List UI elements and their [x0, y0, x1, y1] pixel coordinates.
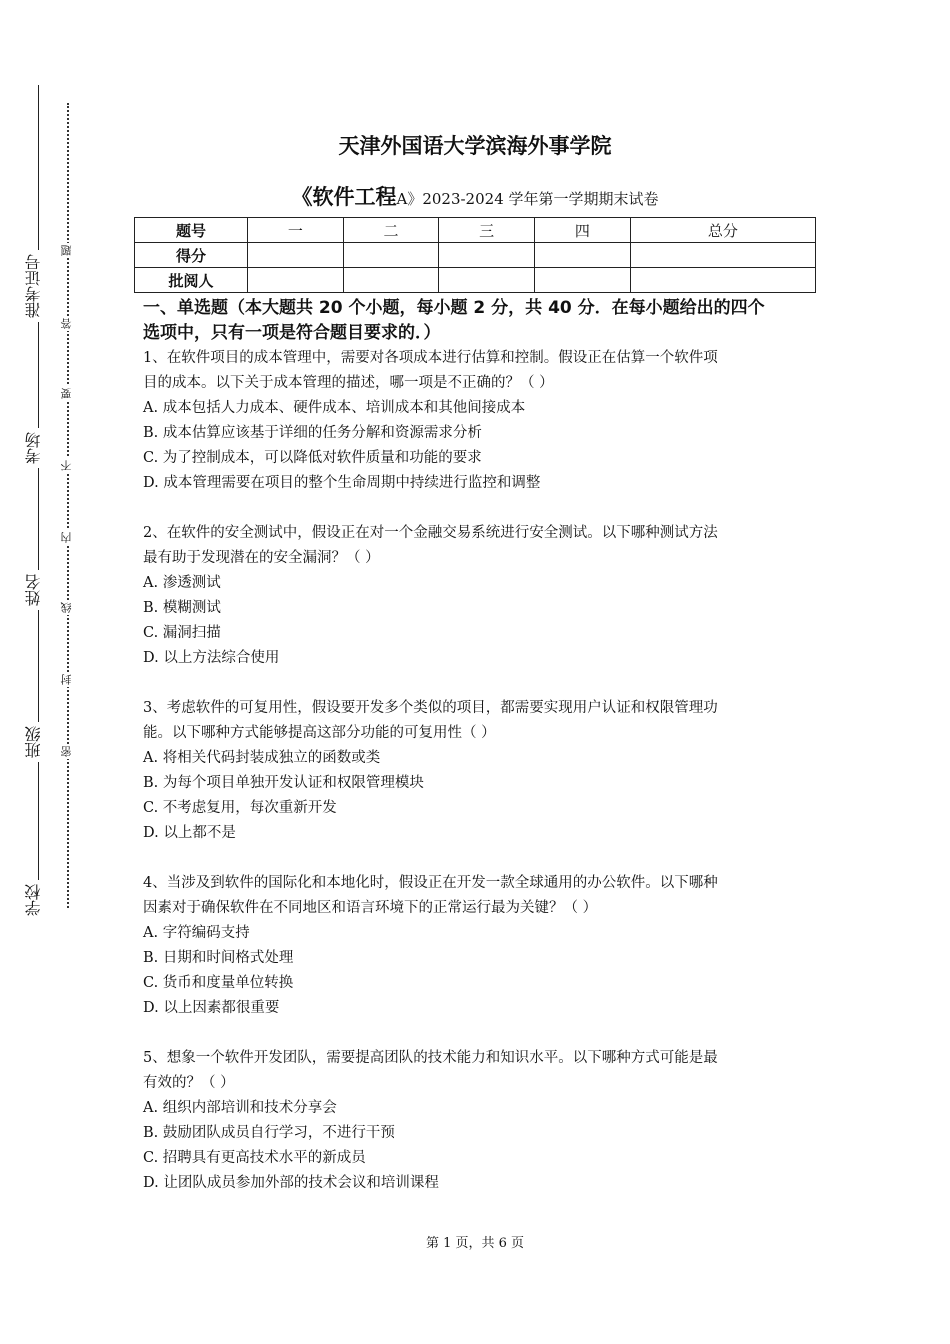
option-a: A. 渗透测试 — [143, 575, 221, 591]
table-cell: 总分 — [630, 218, 815, 243]
table-cell: 二 — [343, 218, 439, 243]
exam-content — [143, 296, 813, 1221]
option-c: C. 不考虑复用，每次重新开发 — [143, 800, 337, 816]
course-name: 《软件工程 — [291, 185, 397, 209]
score-cell[interactable] — [630, 243, 815, 268]
question-3 — [143, 696, 813, 846]
question-1 — [143, 346, 813, 496]
question-text: 2、在软件的安全测试中，假设正在对一个金融交易系统进行安全测试。以下哪种测试方法 — [143, 525, 718, 541]
question-4 — [143, 871, 813, 1021]
option-a: A. 字符编码支持 — [143, 925, 250, 941]
question-text: 有效的？（ ） — [143, 1075, 235, 1091]
page-footer: 第 1 页，共 6 页 — [425, 1236, 525, 1251]
option-c: C. 招聘具有更高技术水平的新成员 — [143, 1150, 366, 1166]
option-c: C. 为了控制成本，可以降低对软件质量和功能的要求 — [143, 450, 482, 466]
option-a: A. 成本包括人力成本、硬件成本、培训成本和其他间接成本 — [143, 400, 526, 416]
dotted-mark: 内 — [60, 532, 73, 543]
option-d: D. 以上都不是 — [143, 825, 236, 841]
option-b: B. 成本估算应该基于详细的任务分解和资源需求分析 — [143, 425, 482, 441]
reviewer-cell[interactable] — [343, 268, 439, 293]
score-cell[interactable] — [535, 243, 631, 268]
question-text: 目的成本。以下关于成本管理的描述，哪一项是不正确的？（ ） — [143, 375, 554, 391]
table-row — [135, 218, 816, 243]
table-cell: 批阅人 — [135, 268, 248, 293]
label-school: 学校 — [22, 880, 46, 920]
option-b: B. 鼓励团队成员自行学习，不进行干预 — [143, 1125, 395, 1141]
question-text: 因素对于确保软件在不同地区和语言环境下的正常运行最为关键？（ ） — [143, 900, 598, 916]
dotted-mark: 不 — [60, 460, 73, 471]
option-d: D. 成本管理需要在项目的整个生命周期中持续进行监控和调整 — [143, 475, 541, 491]
dotted-mark: 要 — [60, 388, 73, 399]
table-cell: 四 — [535, 218, 631, 243]
question-text: 3、考虑软件的可复用性，假设要开发多个类似的项目，都需要实现用户认证和权限管理功 — [143, 700, 718, 716]
dotted-mark: 封 — [60, 674, 73, 685]
question-text: 4、当涉及到软件的国际化和本地化时，假设正在开发一款全球通用的办公软件。以下哪种 — [143, 875, 718, 891]
question-5 — [143, 1046, 813, 1196]
exam-subtitle — [143, 181, 807, 211]
label-name: 姓名 — [22, 570, 46, 610]
binding-solid-line — [38, 85, 39, 910]
table-cell: 三 — [439, 218, 535, 243]
binding-margin — [0, 0, 120, 1344]
table-cell: 题号 — [135, 218, 248, 243]
label-class: 班级 — [22, 722, 46, 762]
section-title-line: 选项中，只有一项是符合题目要求的．） — [143, 323, 441, 343]
reviewer-cell[interactable] — [535, 268, 631, 293]
binding-dotted-line — [67, 103, 69, 908]
option-b: B. 模糊测试 — [143, 600, 221, 616]
question-text: 最有助于发现潜在的安全漏洞？（ ） — [143, 550, 380, 566]
reviewer-cell[interactable] — [248, 268, 344, 293]
option-a: A. 组织内部培训和技术分享会 — [143, 1100, 337, 1116]
option-c: C. 货币和度量单位转换 — [143, 975, 294, 991]
exam-term: A》2023-2024 学年第一学期期末试卷 — [396, 190, 659, 208]
score-cell[interactable] — [343, 243, 439, 268]
dotted-mark: 线 — [60, 602, 73, 613]
section-title-line: 一、单选题（本大题共 20 个小题，每小题 2 分，共 40 分．在每小题给出的四个 — [143, 298, 765, 318]
question-2 — [143, 521, 813, 671]
question-text: 能。以下哪种方式能够提高这部分功能的可复用性（ ） — [143, 725, 496, 741]
label-exam-number: 准考证号 — [22, 250, 46, 322]
dotted-mark: 答 — [60, 318, 73, 329]
dotted-mark: 密 — [60, 746, 73, 757]
school-title: 天津外国语大学滨海外事学院 — [338, 134, 612, 158]
score-cell[interactable] — [439, 243, 535, 268]
label-exam-room: 考场 — [22, 428, 46, 468]
option-d: D. 以上方法综合使用 — [143, 650, 280, 666]
option-b: B. 为每个项目单独开发认证和权限管理模块 — [143, 775, 424, 791]
score-table — [134, 217, 816, 293]
reviewer-cell[interactable] — [439, 268, 535, 293]
option-c: C. 漏洞扫描 — [143, 625, 221, 641]
table-row — [135, 268, 816, 293]
option-d: D. 以上因素都很重要 — [143, 1000, 280, 1016]
question-text: 5、想象一个软件开发团队，需要提高团队的技术能力和知识水平。以下哪种方式可能是最 — [143, 1050, 718, 1066]
option-a: A. 将相关代码封装成独立的函数或类 — [143, 750, 381, 766]
table-cell: 得分 — [135, 243, 248, 268]
reviewer-cell[interactable] — [630, 268, 815, 293]
table-cell: 一 — [248, 218, 344, 243]
dotted-mark: 题 — [60, 245, 73, 256]
option-b: B. 日期和时间格式处理 — [143, 950, 294, 966]
score-cell[interactable] — [248, 243, 344, 268]
option-d: D. 让团队成员参加外部的技术会议和培训课程 — [143, 1175, 439, 1191]
question-text: 1、在软件项目的成本管理中，需要对各项成本进行估算和控制。假设正在估算一个软件项 — [143, 350, 718, 366]
table-row — [135, 243, 816, 268]
